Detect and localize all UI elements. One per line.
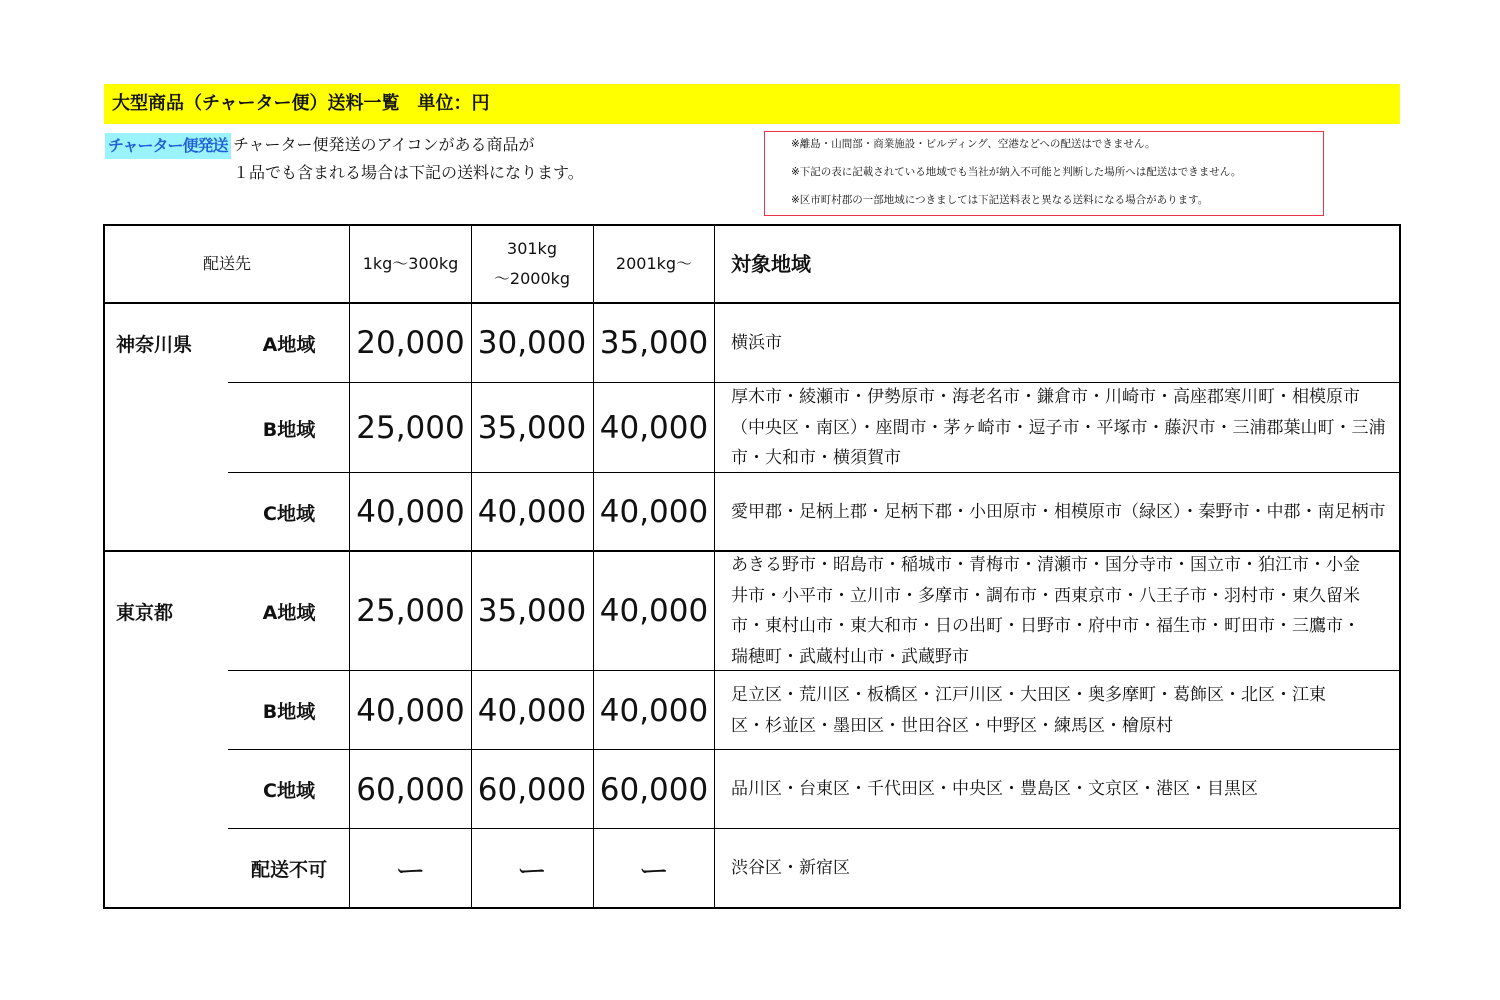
description-line-1: チャーター便発送のアイコンがある商品が	[233, 135, 535, 154]
prefecture-tokyo: 東京都	[116, 601, 174, 624]
target-area: 横浜市	[731, 332, 782, 353]
price-3: 60,000	[599, 771, 709, 808]
price-2: 40,000	[477, 494, 587, 530]
price-2: 60,000	[477, 771, 587, 808]
price-1: 20,000	[356, 325, 465, 361]
price-3: 35,000	[599, 325, 709, 361]
target-area: 愛甲郡・足柄上郡・足柄下郡・小田原市・相模原市（緑区）・秦野市・中郡・南足柄市	[731, 501, 1386, 522]
region-label: C地域	[263, 780, 315, 802]
region-label: B地域	[262, 701, 316, 723]
target-area: 厚木市・綾瀬市・伊勢原市・海老名市・鎌倉市・川崎市・高座郡寒川町・相模原市（中央区・南区）・座間市・茅ヶ崎市・逗子市・平塚市・藤沢市・三浦郡葉山町・三浦市・大和市・横須賀市	[731, 387, 1386, 469]
price-3: 40,000	[599, 593, 709, 629]
price-1: 25,000	[356, 410, 465, 446]
charter-delivery-badge: チャーター便発送	[105, 133, 231, 159]
price-1: ー	[395, 854, 426, 890]
price-1: 25,000	[356, 593, 465, 629]
target-area: 渋谷区・新宿区	[731, 858, 850, 879]
price-3: 40,000	[599, 692, 709, 729]
header-target-area: 対象地域	[731, 252, 811, 276]
price-2: 30,000	[477, 325, 587, 361]
price-2: ー	[516, 854, 548, 890]
region-label: B地域	[262, 418, 316, 441]
price-2: 35,000	[477, 593, 587, 629]
price-1: 40,000	[356, 692, 465, 729]
description-line-2: １品でも含まれる場合は下記の送料になります。	[233, 163, 584, 182]
header-weight-2	[471, 225, 593, 303]
target-area: 足立区・荒川区・板橋区・江戸川区・大田区・奥多摩町・葛飾区・北区・江東区・杉並区・墨田区・世田谷区・中野区・練馬区・檜原村	[731, 685, 1326, 736]
region-label: A地域	[262, 333, 316, 356]
notice-line-2: ※下記の表に記載されている地域でも当社が納入不可能と判断した場所へは配送はできません。	[791, 166, 1242, 178]
target-area: 品川区・台東区・千代田区・中央区・豊島区・文京区・港区・目黒区	[731, 779, 1258, 800]
prefecture-kanagawa: 神奈川県	[116, 333, 193, 356]
price-2: 35,000	[477, 410, 587, 446]
price-3: 40,000	[599, 494, 709, 530]
header-weight-3: 2001kg～	[615, 254, 693, 273]
region-label: 配送不可	[250, 859, 327, 881]
region-label: C地域	[263, 502, 315, 525]
notice-line-1: ※離島・山間部・商業施設・ビルディング、空港などへの配送はできません。	[791, 138, 1156, 150]
price-2: 40,000	[477, 692, 587, 729]
header-weight-2-line-2: ～2000kg	[493, 269, 571, 288]
target-area: あきる野市・昭島市・稲城市・青梅市・清瀬市・国分寺市・国立市・狛江市・小金井市・小平市・立川市・多摩市・調布市・西東京市・八王子市・羽村市・東久留米市・東村山市・東大和市・日の出町・日野市・府中市・福生市・町田市・三鷹市・瑞穂町・武蔵村山市・武蔵野市	[731, 555, 1360, 667]
price-3: 40,000	[599, 410, 709, 446]
header-destination: 配送先	[202, 254, 251, 273]
header-weight-2-line-1: 301kg	[507, 239, 557, 258]
price-3: ー	[638, 854, 670, 890]
region-label: A地域	[262, 601, 316, 624]
notice-box	[764, 131, 1324, 216]
price-1: 40,000	[356, 494, 465, 530]
header-weight-1: 1kg～300kg	[362, 254, 459, 273]
notice-line-3: ※区市町村郡の一部地域につきましては下記送料表と異なる送料になる場合があります。	[791, 194, 1209, 206]
page-title: 大型商品（チャーター便）送料一覧 単位：円	[104, 84, 1400, 124]
price-1: 60,000	[356, 771, 465, 808]
